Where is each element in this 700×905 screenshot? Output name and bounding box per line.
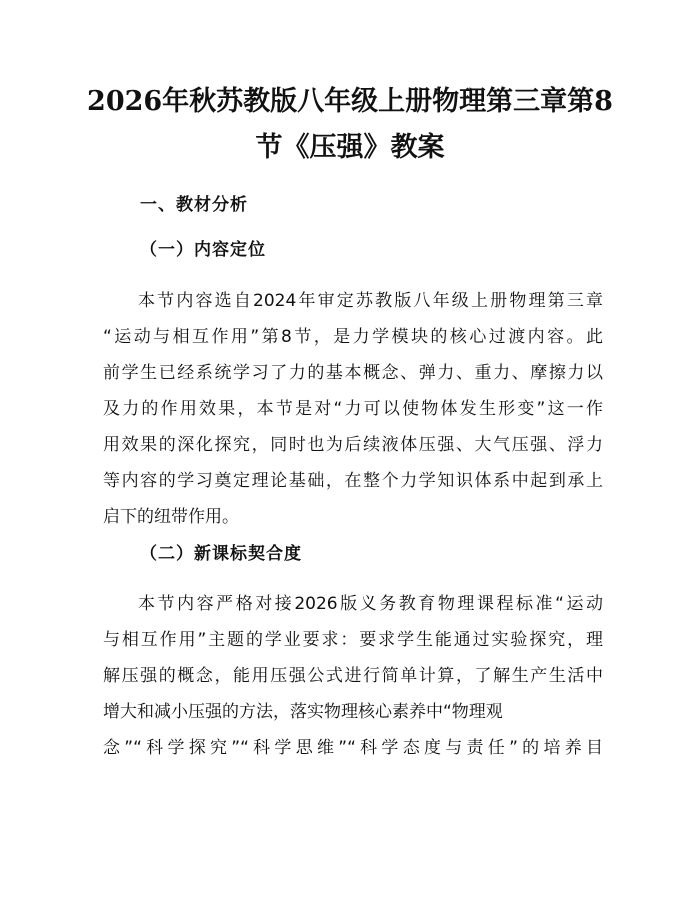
paragraph-line: 本节内容严格对接2026版义务教育物理课程标准“运动 [138, 594, 603, 614]
paragraph-line: 前学生已经系统学习了力的基本概念、弹力、重力、摩擦力以 [103, 363, 603, 383]
paragraph-content-positioning [103, 283, 603, 535]
paragraph-line: 等内容的学习奠定理论基础，在整个力学知识体系中起到承上 [103, 471, 603, 491]
subsection-heading-content-positioning: （一）内容定位 [140, 240, 266, 260]
paragraph-line: 用效果的深化探究，同时也为后续液体压强、大气压强、浮力 [103, 435, 603, 455]
document-title-line-2: 节《压强》教案 [255, 132, 445, 163]
paragraph-line: 启下的纽带作用。 [103, 507, 239, 527]
paragraph-curriculum-alignment [103, 586, 603, 766]
paragraph-line: 增大和减小压强的方法，落实物理核心素养中“物理观 [103, 702, 503, 722]
subsection-heading-curriculum-alignment: （二）新课标契合度 [140, 544, 302, 564]
paragraph-line: 解压强的概念，能用压强公式进行简单计算，了解生产生活中 [103, 666, 603, 686]
paragraph-line: “运动与相互作用”第8节，是力学模块的核心过渡内容。此 [103, 327, 603, 347]
document-title-line-1: 2026年秋苏教版八年级上册物理第三章第8 [87, 86, 613, 117]
paragraph-line: 及力的作用效果，本节是对“力可以使物体发生形变”这一作 [103, 399, 603, 419]
paragraph-line: 念”“科学探究”“科学思维”“科学态度与责任”的培养目 [103, 738, 603, 758]
paragraph-line: 本节内容选自2024年审定苏教版八年级上册物理第三章 [138, 291, 603, 311]
paragraph-line: 与相互作用”主题的学业要求：要求学生能通过实验探究，理 [103, 630, 603, 650]
section-heading-textbook-analysis: 一、教材分析 [140, 195, 248, 215]
